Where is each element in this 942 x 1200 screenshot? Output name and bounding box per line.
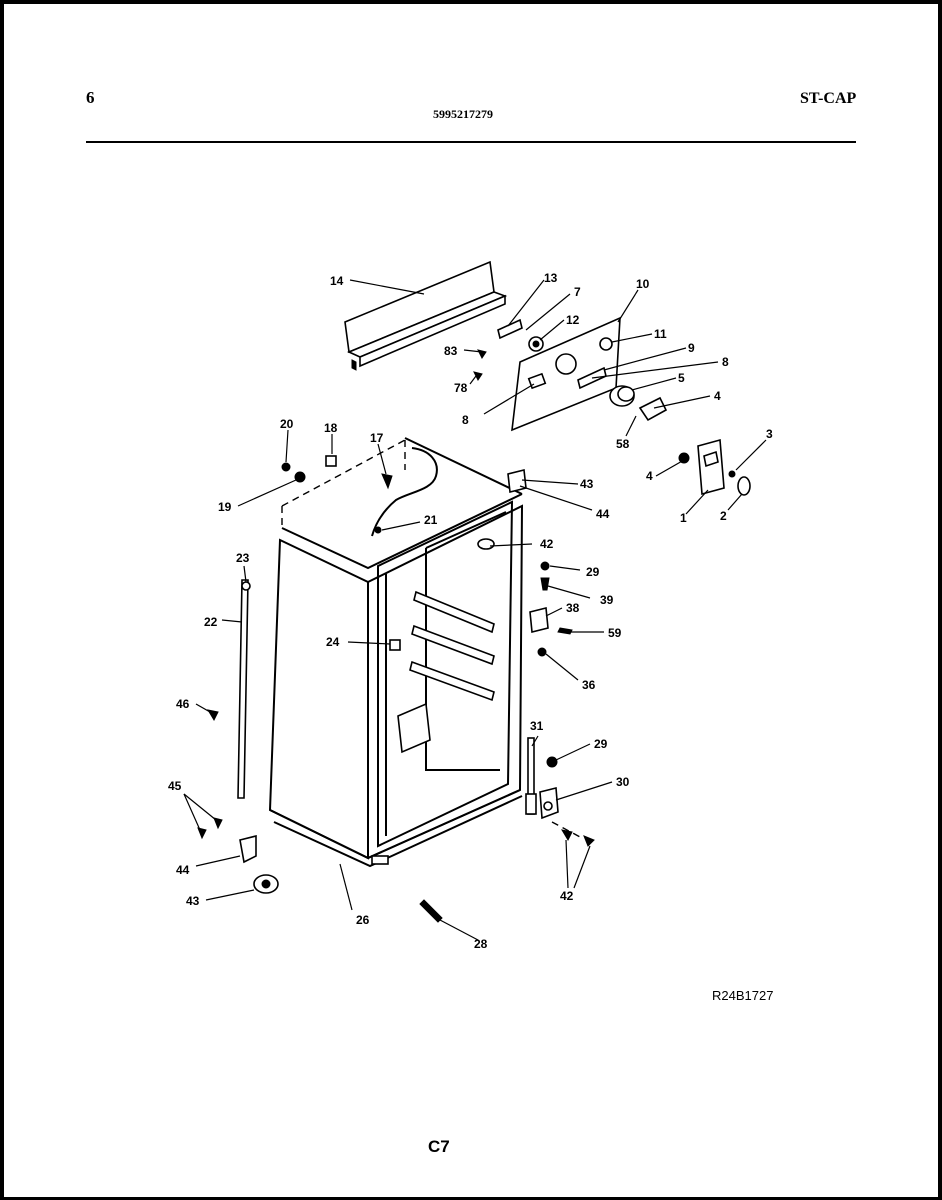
part-59-screw bbox=[558, 628, 572, 634]
callout-12: 8 bbox=[462, 413, 469, 427]
part-45-screws bbox=[198, 818, 222, 838]
part-35-bracket bbox=[530, 608, 548, 632]
callout-38: 43 bbox=[580, 477, 594, 491]
callout-31: 31 bbox=[530, 719, 544, 733]
part-1-lamp-socket bbox=[698, 440, 724, 494]
part-37-cam bbox=[478, 539, 494, 549]
callout-59: 59 bbox=[608, 626, 622, 640]
callout-11: 11 bbox=[654, 327, 667, 341]
callout-34: 36 bbox=[582, 678, 596, 692]
callout-26: 26 bbox=[356, 913, 370, 927]
callout-39: 44 bbox=[596, 507, 610, 521]
callout-37: 42 bbox=[540, 537, 554, 551]
part-44-leveler bbox=[240, 836, 256, 862]
part-19-plug bbox=[326, 456, 336, 466]
part-28-screw bbox=[420, 900, 442, 922]
model-code: ST-CAP bbox=[800, 90, 857, 107]
part-10-control-panel bbox=[512, 318, 620, 430]
part-5-clip bbox=[640, 398, 666, 420]
part-31-door-stop bbox=[526, 738, 536, 814]
diagram-reference: R24B1727 bbox=[712, 988, 774, 1003]
page-number: 6 bbox=[86, 88, 95, 107]
callout-29-upper: 29 bbox=[586, 565, 600, 579]
part-25-clip bbox=[390, 640, 400, 650]
part-20-washer bbox=[295, 472, 305, 482]
part-38-hinge-bracket bbox=[508, 470, 526, 492]
callout-35: 38 bbox=[566, 601, 580, 615]
part-29-plug-lower bbox=[547, 757, 557, 767]
part-22-screw bbox=[375, 527, 381, 533]
callout-8-top: 7 bbox=[574, 285, 581, 299]
part-2-bulb bbox=[738, 477, 750, 495]
callout-20: 19 bbox=[218, 500, 232, 514]
part-3-washer bbox=[729, 471, 735, 477]
callout-3: 3 bbox=[766, 427, 773, 441]
callout-58: 58 bbox=[616, 437, 630, 451]
part-21-screw bbox=[282, 463, 290, 471]
callout-36: 39 bbox=[600, 593, 614, 607]
callout-44-label: 44 bbox=[176, 863, 190, 877]
callout-14: 13 bbox=[544, 271, 558, 285]
callout-25: 24 bbox=[326, 635, 340, 649]
part-23-door-seal-rod bbox=[238, 580, 248, 798]
callout-22: 21 bbox=[424, 513, 438, 527]
part-number: 5995217279 bbox=[433, 107, 493, 121]
callout-43-label: 43 bbox=[186, 894, 200, 908]
callout-23: 22 bbox=[204, 615, 218, 629]
page-code: C7 bbox=[428, 1137, 450, 1156]
callout-78: 78 bbox=[454, 381, 468, 395]
callout-4-label: 4 bbox=[646, 469, 653, 483]
callout-29-lower: 29 bbox=[594, 737, 608, 751]
part-29-plug-upper bbox=[541, 562, 549, 570]
callout-28: 28 bbox=[474, 937, 488, 951]
callout-8-right: 8 bbox=[722, 355, 729, 369]
callout-30: 30 bbox=[616, 775, 630, 789]
part-36-screw bbox=[541, 578, 549, 590]
part-42-screws bbox=[552, 822, 594, 846]
callout-5: 4 bbox=[714, 389, 721, 403]
callout-19: 18 bbox=[324, 421, 338, 435]
callout-45: 45 bbox=[168, 779, 182, 793]
callout-21: 20 bbox=[280, 417, 294, 431]
callout-7: 5 bbox=[678, 371, 685, 385]
callout-9: 9 bbox=[688, 341, 695, 355]
callout-10: 10 bbox=[636, 277, 650, 291]
callout-13: 12 bbox=[566, 313, 580, 327]
callout-24: 23 bbox=[236, 551, 250, 565]
part-7-thermostat-knob bbox=[610, 386, 634, 406]
callout-labels bbox=[168, 271, 773, 951]
part-34-bushing bbox=[538, 648, 546, 656]
part-30-hinge bbox=[540, 788, 558, 818]
part-18-screw bbox=[382, 474, 392, 488]
callout-18: 17 bbox=[370, 431, 384, 445]
callout-1: 1 bbox=[680, 511, 687, 525]
part-26-cabinet bbox=[270, 438, 522, 866]
callout-2: 2 bbox=[720, 509, 727, 523]
callout-83: 83 bbox=[444, 344, 458, 358]
callout-42-label: 42 bbox=[560, 889, 574, 903]
part-24-cap bbox=[242, 582, 250, 590]
part-43-roller bbox=[254, 875, 278, 893]
callout-17: 14 bbox=[330, 274, 344, 288]
callout-46: 46 bbox=[176, 697, 190, 711]
part-78-screw bbox=[474, 372, 482, 380]
